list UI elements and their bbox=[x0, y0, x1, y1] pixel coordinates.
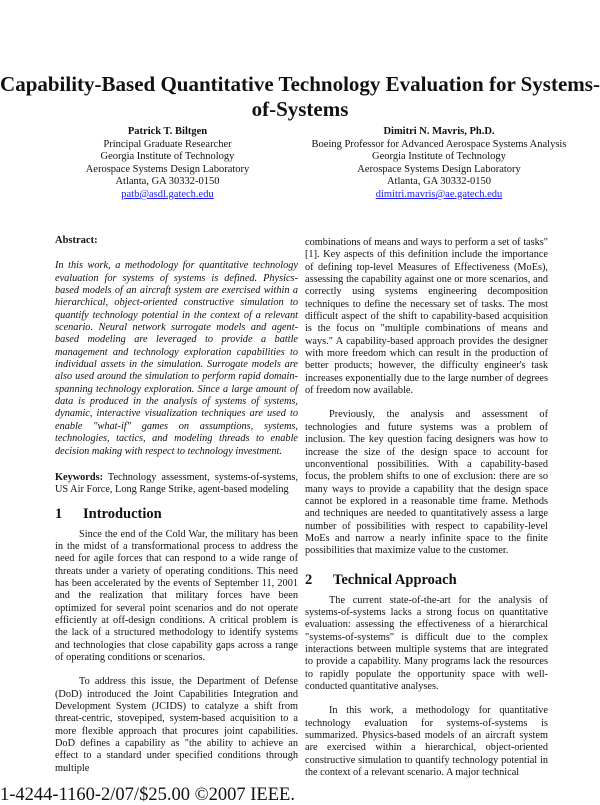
left-column bbox=[55, 235, 298, 775]
author-address: Atlanta, GA 30332-0150 bbox=[115, 176, 220, 188]
keywords bbox=[55, 472, 298, 497]
paragraph: In this work, a methodology for quantitative technology evaluation for systems-of-systems is summarized. Physics-based models of an aircraft system are exercised within a hierarchical, object-oriented constructive simulation to quantify technology potential in the context of a relevant scenario. A major technical bbox=[305, 705, 548, 779]
author-lab: Aerospace Systems Design Laboratory bbox=[357, 163, 521, 175]
two-column-body bbox=[0, 235, 600, 779]
copyright-footer: 1-4244-1160-2/07/$25.00 ©2007 IEEE. bbox=[0, 785, 295, 805]
paragraph: The current state-of-the-art for the analysis of systems-of-systems lacks a strong focus on quantitative evaluation: assessing the effectiveness of a hierarchical "systems-of-systems" is difficult due to the complex interactions between multiple systems that are integrated to provide a capability. Many programs lack the resources to rapidly populate the opportunity space with well-conducted quantitative analyses. bbox=[305, 594, 548, 692]
section-number: 2 bbox=[305, 571, 313, 588]
section-title: Technical Approach bbox=[333, 571, 457, 588]
author-email-link[interactable]: patb@asdl.gatech.edu bbox=[121, 188, 214, 200]
author-institution: Georgia Institute of Technology bbox=[100, 151, 235, 163]
paragraph: To address this issue, the Department of Defense (DoD) introduced the Joint Capabilities Integration and Development System (JCIDS) to catalyze a shift from threat-centric, stovepiped, system-based acquisition to a more flexible approach that procures joint capabilities. DoD defines a capability as "the ability to achieve an effect to a standard under specified conditions through multiple bbox=[55, 676, 298, 774]
abstract-text: In this work, a methodology for quantitative technology evaluation for systems of systems is defined. Physics-based models of an aircraft system are exercised within a hierarchical, object-oriented constructive simulation to quantify technology potential in the context of a relevant scenario. Neural network surrogate models and agent-based modeling are leveraged to provide a battle management and technology exploration capabilities to individual assets in the simulation. Surrogate models are also used around the simulation to perform rapid domain-spanning technology exploration. Since a large amount of data is produced in the analysis of systems of systems, dynamic, interactive visualization techniques are used to enable "what-if" games on assumptions, systems, technologies, tactics, and modeling threads to enable decision making with respect to technology investment. bbox=[55, 260, 298, 457]
author-1 bbox=[55, 126, 280, 202]
author-role: Boeing Professor for Advanced Aerospace Systems Analysis bbox=[311, 138, 567, 150]
paragraph: Since the end of the Cold War, the military has been in the midst of a transformational process to address the need for agile forces that can respond to a wide range of threats under a variety of operating conditions. This need has been accelerated by the events of September 11, 2001 and the realization that military forces have been optimized for several point scenarios and do not operate efficiently at off-design conditions. A critical problem is the lack of a structured methodology to identify systems and technologies that close capability gaps across a range of operating conditions or scenarios. bbox=[55, 528, 298, 663]
author-lab: Aerospace Systems Design Laboratory bbox=[85, 163, 250, 175]
paragraph: combinations of means and ways to perform a set of tasks" [1]. Key aspects of this definition include the importance of defining top-level Measures of Effectiveness (MoEs), assessing the capability against one or more scenarios, and correctly using systems engineering decomposition techniques to define the necessary set of tasks. The most difficult aspect of the shift to capability-based acquisition is the focus on "multiple combinations of means and ways." A capability-based approach provides the designer with more freedom which can result in the production of better products; however, the difficulty engineer's task increases exponentially due to the large number of degrees of freedom now available. bbox=[305, 237, 548, 397]
section-number: 1 bbox=[55, 505, 63, 522]
keywords-label: Keywords: bbox=[55, 471, 104, 483]
author-role: Principal Graduate Researcher bbox=[103, 138, 232, 150]
author-address: Atlanta, GA 30332-0150 bbox=[386, 176, 492, 188]
author-institution: Georgia Institute of Technology bbox=[372, 151, 506, 163]
paper-body bbox=[0, 235, 600, 805]
paper-title: Capability-Based Quantitative Technology Evaluation for Systems-of-Systems bbox=[0, 72, 600, 121]
right-column bbox=[305, 235, 548, 779]
author-2 bbox=[286, 126, 592, 202]
section-title: Introduction bbox=[83, 505, 162, 522]
section-heading-technical-approach bbox=[305, 571, 548, 589]
keywords-text: Technology assessment, systems-of-systems, US Air Force, Long Range Strike, agent-based modeling bbox=[55, 471, 298, 496]
section-heading-introduction bbox=[55, 505, 298, 523]
abstract-heading: Abstract: bbox=[55, 235, 98, 246]
paragraph: Previously, the analysis and assessment of technologies and future systems was a problem of inclusion. The key question facing designers was how to increase the size of the design space to account for unconventional possibilities. With a capability-based focus, the problem shifts to one of exclusion: there are so many ways to provide a capability that the design space cannot be explored in a reasonable time frame. Methods and techniques are needed to quantitatively assess a large number of possibilities with respect to capability-level MoEs and narrow a nearly infinite space to the finite possibilities that maximize value to the customer. bbox=[305, 409, 548, 557]
author-email-link[interactable]: dimitri.mavris@ae.gatech.edu bbox=[375, 188, 503, 200]
author-name: Patrick T. Biltgen bbox=[127, 126, 208, 137]
author-name: Dimitri N. Mavris, Ph.D. bbox=[383, 126, 495, 137]
